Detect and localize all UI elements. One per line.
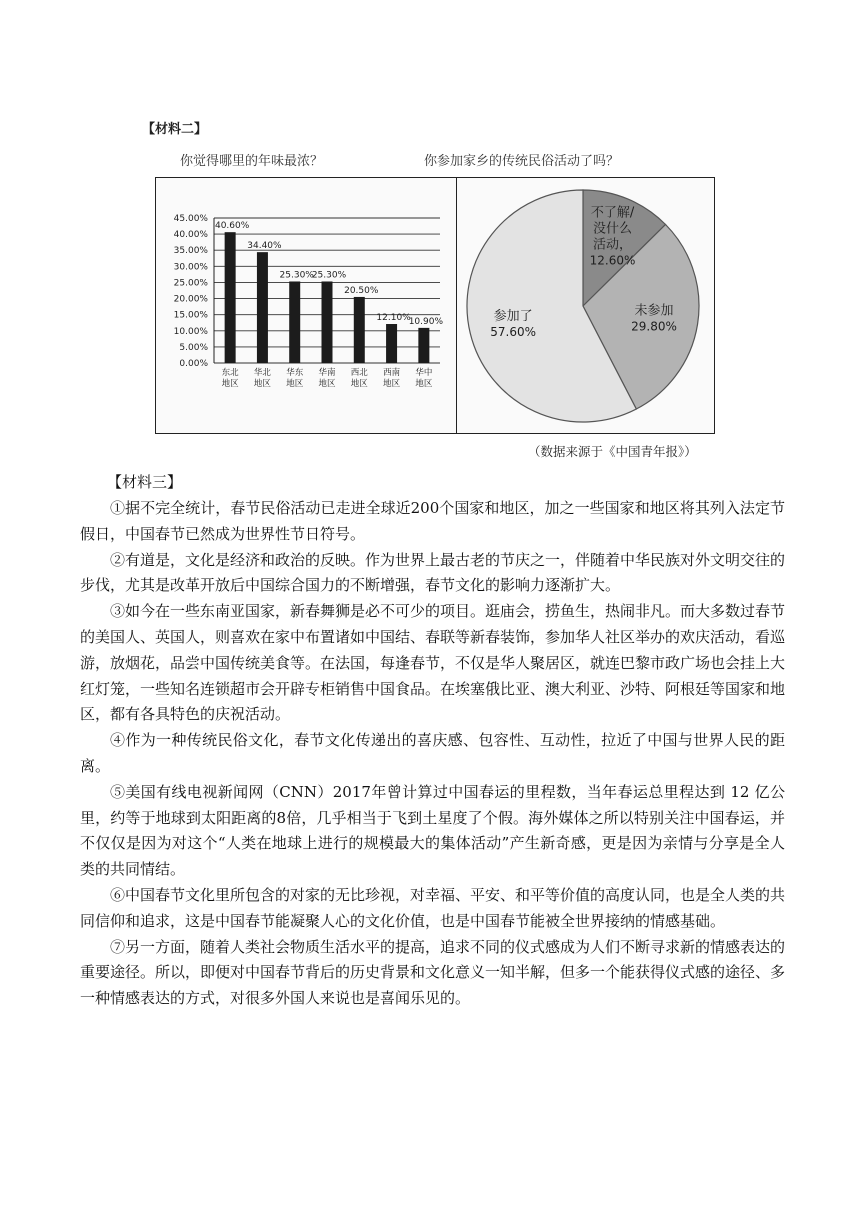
x-tick-label: 西南 bbox=[383, 368, 401, 378]
bar bbox=[225, 232, 236, 363]
y-tick-label: 10.00% bbox=[173, 326, 208, 337]
x-tick-label: 华东 bbox=[286, 368, 304, 378]
material-3-body bbox=[80, 496, 785, 1012]
bar bbox=[322, 281, 333, 363]
bar bbox=[418, 328, 429, 363]
y-tick-label: 5.00% bbox=[179, 342, 208, 353]
x-tick-label: 地区 bbox=[415, 379, 433, 389]
x-tick-label: 地区 bbox=[286, 379, 304, 389]
bar-data-label: 25.30% bbox=[279, 270, 314, 281]
bar-data-label: 20.50% bbox=[344, 285, 379, 296]
material-2-heading: 【材料二】 bbox=[142, 122, 208, 137]
paragraph-6: ⑥中国春节文化里所包含的对家的无比珍视，对幸福、平安、和平等价值的高度认同，也是全人类的共同信仰和追求，这是中国春节能凝聚人心的文化价值，也是中国春节能被全世界接纳的情感基础。 bbox=[80, 885, 786, 930]
x-tick-label: 地区 bbox=[318, 379, 336, 389]
x-tick-label: 地区 bbox=[221, 379, 239, 389]
bar bbox=[257, 252, 268, 363]
paragraph-2: ②有道是，文化是经济和政治的反映。作为世界上最古老的节庆之一，伴随着中华民族对外文明交往的步伐，尤其是改革开放后中国综合国力的不断增强，春节文化的影响力逐渐扩大。 bbox=[80, 550, 786, 595]
x-tick-label: 东北 bbox=[221, 368, 239, 378]
x-tick-label: 华中 bbox=[415, 368, 433, 378]
y-tick-label: 45.00% bbox=[173, 214, 208, 224]
x-tick-label: 华南 bbox=[318, 368, 336, 378]
pie-slice-percent: 12.60% bbox=[589, 253, 636, 268]
figure-divider bbox=[456, 177, 457, 434]
x-tick-label: 地区 bbox=[350, 379, 368, 389]
bar-data-label: 25.30% bbox=[311, 270, 347, 281]
y-tick-label: 35.00% bbox=[173, 246, 208, 257]
paragraph-1: ①据不完全统计，春节民俗活动已走进全球近200个国家和地区，加之一些国家和地区将其列入法定节假日，中国春节已然成为世界性节日符号。 bbox=[80, 499, 785, 543]
bar-data-label: 40.60% bbox=[214, 221, 250, 232]
y-tick-label: 0.00% bbox=[179, 359, 208, 369]
paragraph-7: ⑦另一方面，随着人类社会物质生活水平的提高，追求不同的仪式感成为人们不断寻求新的情感表达的重要途径。所以，即便对中国春节背后的历史背景和文化意义一知半解，但多一个能获得仪式感的途径、多一种情感表达的方式，对很多外国人来说也是喜闻乐见的。 bbox=[80, 937, 786, 1008]
pie-slice-label: 参加了 bbox=[493, 309, 533, 325]
pie-chart bbox=[458, 178, 713, 433]
bar-data-label: 34.40% bbox=[247, 241, 282, 252]
pie-slice-label: 没什么 bbox=[593, 221, 633, 237]
y-tick-label: 30.00% bbox=[173, 262, 208, 273]
pie-slice-label: 活动， bbox=[593, 237, 633, 253]
x-tick-label: 地区 bbox=[383, 379, 401, 389]
bar-chart bbox=[160, 200, 450, 400]
pie-slice-label: 未参加 bbox=[634, 303, 674, 319]
y-tick-label: 40.00% bbox=[173, 230, 208, 241]
data-source-note: （数据来源于《中国青年报》） bbox=[528, 444, 697, 459]
x-tick-label: 华北 bbox=[253, 368, 271, 378]
x-tick-label: 西北 bbox=[350, 368, 368, 378]
bar-data-label: 10.90% bbox=[408, 316, 444, 327]
pie-slice-percent: 29.80% bbox=[631, 319, 677, 334]
y-tick-label: 25.00% bbox=[173, 278, 208, 289]
bar-data-label: 12.10% bbox=[376, 313, 411, 324]
paragraph-3: ③如今在一些东南亚国家，新春舞狮是必不可少的项目。逛庙会，捞鱼生，热闹非凡。而大多数过春节的美国人、英国人，则喜欢在家中布置诸如中国结、春联等新春装饰，参加华人社区举办的欢庆活动，看巡游，放烟花，品尝中国传统美食等。在法国，每逢春节，不仅是华人聚居区，就连巴黎市政广场也会挂上大红灯笼，一些知名连锁超市会开辟专柜销售中国食品。在埃塞俄比亚、澳大利亚、沙特、阿根廷等国家和地区，都有各具特色的庆祝活动。 bbox=[80, 602, 786, 724]
paragraph-4: ④作为一种传统民俗文化，春节文化传递出的喜庆感、包容性、互动性，拉近了中国与世界人民的距离。 bbox=[80, 731, 785, 775]
bar bbox=[289, 281, 300, 363]
x-tick-label: 地区 bbox=[253, 379, 271, 389]
pie-chart-question: 你参加家乡的传统民俗活动了吗？ bbox=[424, 154, 620, 169]
pie-slice-label: 不了解/ bbox=[590, 205, 635, 221]
y-tick-label: 15.00% bbox=[173, 310, 208, 321]
y-tick-label: 20.00% bbox=[173, 294, 208, 305]
bar bbox=[386, 324, 397, 363]
paragraph-5: ⑤美国有线电视新闻网（CNN）2017年曾计算过中国春运的里程数，当年春运总里程达到 12 亿公里，约等于地球到太阳距离的8倍，几乎相当于飞到土星度了个假。海外媒体之所以特别关注中国春运，并不仅仅是因为对这个“人类在地球上进行的规模最大的集体活动”产生新奇感，更是因为亲情与分享是全人类的共同情结。 bbox=[80, 782, 785, 879]
bar bbox=[354, 297, 365, 363]
material-3-heading: 【材料三】 bbox=[107, 473, 183, 491]
bar-chart-question: 你觉得哪里的年味最浓？ bbox=[180, 154, 324, 169]
pie-slice-percent: 57.60% bbox=[490, 325, 537, 340]
